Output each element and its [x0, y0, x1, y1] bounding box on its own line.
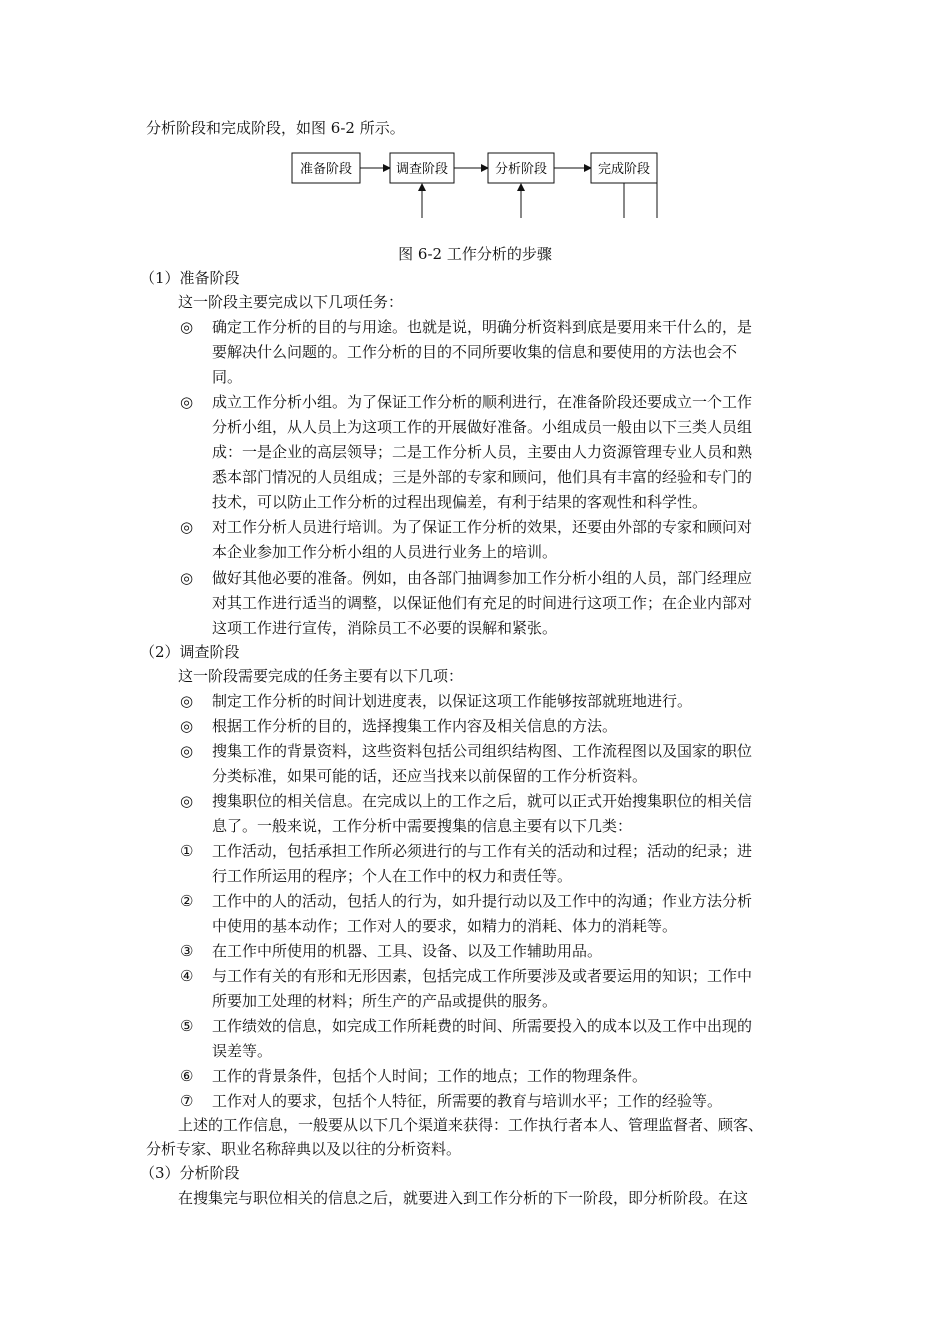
list-item-line: 本企业参加工作分析小组的人员进行业务上的培训。 — [212, 543, 558, 561]
list-item-line: 分类标准，如果可能的话，还应当找来以前保留的工作分析资料。 — [212, 767, 648, 785]
section-heading: （1）准备阶段 — [140, 269, 240, 287]
list-item-line: 做好其他必要的准备。例如，由各部门抽调参加工作分析小组的人员，部门经理应 — [212, 569, 753, 587]
list-item-line: 在工作中所使用的机器、工具、设备、以及工作辅助用品。 — [212, 942, 603, 960]
list-item-line: 这项工作进行宣传，消除员工不必要的误解和紧张。 — [212, 619, 558, 637]
list-item-line: 搜集职位的相关信息。在完成以上的工作之后，就可以正式开始搜集职位的相关信 — [212, 792, 753, 810]
list-item-line: 与工作有关的有形和无形因素，包括完成工作所要涉及或者要运用的知识；工作中 — [212, 967, 753, 985]
list-item-line: 制定工作分析的时间计划进度表，以保证这项工作能够按部就班地进行。 — [212, 692, 693, 710]
stage-label-analyze: 分析阶段 — [494, 162, 548, 177]
list-item-line: 工作中的人的活动，包括人的行为，如升提行动以及工作中的沟通；作业方法分析 — [212, 892, 753, 910]
section-heading: （3）分析阶段 — [140, 1164, 240, 1182]
figure-caption: 图 6-2 工作分析的步骤 — [398, 245, 552, 263]
bullet-icon: ◎ — [180, 393, 194, 411]
flow-diagram — [280, 140, 670, 222]
section-heading: （2）调查阶段 — [140, 643, 240, 661]
bullet-icon: ◎ — [180, 569, 194, 587]
list-item-line: 工作的背景条件，包括个人时间；工作的地点；工作的物理条件。 — [212, 1067, 648, 1085]
list-item-line: 对工作分析人员进行培训。为了保证工作分析的效果，还要由外部的专家和顾问对 — [212, 518, 753, 536]
bullet-icon: ◎ — [180, 692, 194, 710]
bullet-icon: ③ — [180, 942, 194, 960]
list-item-line: 息了。一般来说，工作分析中需要搜集的信息主要有以下几类： — [212, 817, 633, 835]
list-item-line: 成立工作分析小组。为了保证工作分析的顺利进行，在准备阶段还要成立一个工作 — [212, 393, 753, 411]
list-item-line: 要解决什么问题的。工作分析的目的不同所要收集的信息和要使用的方法也会不 — [212, 343, 738, 361]
list-item-line: 工作活动，包括承担工作所必须进行的与工作有关的活动和过程；活动的纪录；进 — [212, 842, 753, 860]
bullet-icon: ① — [180, 842, 194, 860]
bullet-icon: ◎ — [180, 792, 194, 810]
stage-label-complete: 完成阶段 — [597, 162, 651, 177]
list-item-line: 确定工作分析的目的与用途。也就是说，明确分析资料到底是要用来干什么的，是 — [212, 318, 753, 336]
stage-label-investigate: 调查阶段 — [395, 162, 449, 177]
list-item-line: 工作对人的要求，包括个人特征，所需要的教育与培训水平；工作的经验等。 — [212, 1092, 723, 1110]
list-item-line: 中使用的基本动作；工作对人的要求，如精力的消耗、体力的消耗等。 — [212, 917, 678, 935]
stage-label-prepare: 准备阶段 — [299, 162, 353, 177]
stage-box-investigate — [390, 153, 454, 183]
paragraph-line: 在搜集完与职位相关的信息之后，就要进入到工作分析的下一阶段，即分析阶段。在这 — [178, 1189, 749, 1207]
list-item-line: 分析小组，从人员上为这项工作的开展做好准备。小组成员一般由以下三类人员组 — [212, 418, 753, 436]
list-item-line: 搜集工作的背景资料，这些资料包括公司组织结构图、工作流程图以及国家的职位 — [212, 742, 753, 760]
paragraph-line: 分析专家、职业名称辞典以及以往的分析资料。 — [146, 1140, 462, 1158]
bullet-icon: ⑥ — [180, 1067, 194, 1085]
bullet-icon: ◎ — [180, 742, 194, 760]
list-item-line: 对其工作进行适当的调整，以保证他们有充足的时间进行这项工作；在企业内部对 — [212, 594, 753, 612]
paragraph-line: 上述的工作信息，一般要从以下几个渠道来获得：工作执行者本人、管理监督者、顾客、 — [178, 1116, 764, 1134]
bullet-icon: ② — [180, 892, 194, 910]
bullet-icon: ◎ — [180, 318, 194, 336]
stage-box-analyze — [488, 153, 554, 183]
bullet-icon: ⑦ — [180, 1092, 194, 1110]
intro-line: 分析阶段和完成阶段，如图 6-2 所示。 — [146, 119, 405, 137]
list-item-line: 成：一是企业的高层领导；二是工作分析人员，主要由人力资源管理专业人员和熟 — [212, 443, 753, 461]
list-item-line: 工作绩效的信息，如完成工作所耗费的时间、所需要投入的成本以及工作中出现的 — [212, 1017, 753, 1035]
list-item-line: 技术，可以防止工作分析的过程出现偏差，有利于结果的客观性和科学性。 — [212, 493, 708, 511]
section-intro: 这一阶段主要完成以下几项任务： — [178, 293, 404, 311]
stage-box-prepare — [292, 153, 360, 183]
list-item-line: 所要加工处理的材料；所生产的产品或提供的服务。 — [212, 992, 558, 1010]
list-item-line: 误差等。 — [212, 1042, 273, 1060]
section-intro: 这一阶段需要完成的任务主要有以下几项： — [178, 667, 464, 685]
bullet-icon: ④ — [180, 967, 194, 985]
list-item-line: 行工作所运用的程序；个人在工作中的权力和责任等。 — [212, 867, 573, 885]
list-item-line: 同。 — [212, 368, 243, 386]
bullet-icon: ◎ — [180, 518, 194, 536]
list-item-line: 根据工作分析的目的，选择搜集工作内容及相关信息的方法。 — [212, 717, 618, 735]
bullet-icon: ⑤ — [180, 1017, 194, 1035]
list-item-line: 悉本部门情况的人员组成；三是外部的专家和顾问，他们具有丰富的经验和专门的 — [212, 468, 753, 486]
bullet-icon: ◎ — [180, 717, 194, 735]
stage-box-complete — [591, 153, 657, 183]
